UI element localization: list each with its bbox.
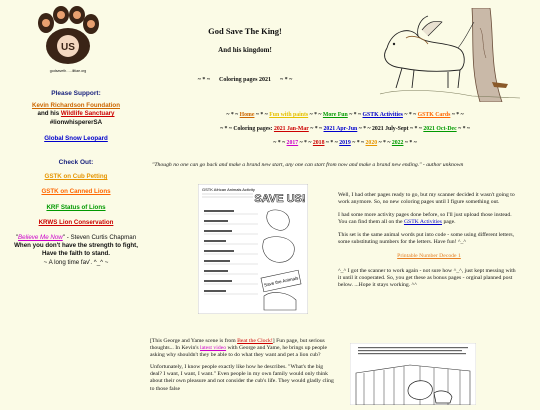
nav-separator: ~ * ~ [349, 112, 362, 118]
george-yame-coloring-page[interactable] [350, 343, 476, 405]
check-out-heading: Check Out: [58, 159, 94, 167]
page-subtitle: And his kingdom! [218, 46, 272, 54]
coloring-pages-heading: ~ * ~ Coloring pages 2021 ~ * ~ [197, 77, 293, 83]
printable-number-decode-link[interactable]: Printable Number Decode 1 [397, 252, 461, 259]
left-sidebar [2, 88, 150, 267]
nav-separator: ~ * ~ [309, 112, 322, 118]
horse-drawing [362, 8, 520, 102]
nav-separator: ~ * ~ [226, 112, 239, 118]
lionwhisperer-hashtag: #lionwhispererSA [49, 118, 103, 126]
canned-lions-link[interactable]: GSTK on Canned Lions [41, 188, 111, 196]
george-yame-post [150, 338, 336, 398]
kevin-richardson-link[interactable]: Kevin Richardson Foundation [31, 102, 120, 110]
coloring-quarter-nav [150, 126, 540, 132]
krws-conservation-link[interactable]: KRWS Lion Conservation [38, 218, 114, 226]
believe-me-now-link[interactable]: Believe Me Now [18, 234, 63, 242]
activity-note-end: page. [442, 219, 456, 226]
nav-home-link[interactable]: Home [239, 112, 255, 118]
nav-separator: ~ * ~ [310, 126, 323, 132]
page-title: God Save The King! [208, 26, 282, 36]
nav-2017-link[interactable]: 2017 [286, 140, 299, 146]
svg-text:US: US [61, 42, 75, 53]
nav-separator: ~ * ~ [458, 126, 470, 132]
nav-separator: ~ * ~ [273, 140, 286, 146]
nav-activities-link[interactable]: GSTK Activities [362, 112, 403, 118]
strength-quote-2: Have the faith to stand. [41, 250, 111, 258]
nav-separator: ~ * ~ [220, 126, 232, 132]
activity-sheet-thumbnail[interactable] [198, 184, 308, 314]
nav-separator: ~ * ~ [404, 140, 417, 146]
latest-video-link[interactable]: latest video [200, 345, 227, 352]
nav-2019-link[interactable]: 2019 [339, 140, 351, 146]
nav-cards-link[interactable]: GSTK Cards [417, 112, 451, 118]
nav-2020-link[interactable]: 2020 [365, 140, 378, 146]
scanner-note: Well, I had other pages ready to go, but my scanner decided it wasn't going to work anymore. So, no new coloring pages until I figure something out. [338, 192, 515, 206]
activity-note [338, 212, 520, 226]
post-intro-start: [This George and Yame scene is from [150, 338, 238, 344]
nav-separator: ~ * ~ [410, 126, 422, 132]
activity-sheet-icon [198, 184, 308, 314]
beat-the-clock-link[interactable]: Beat the Clock! [237, 338, 273, 344]
coloring-page-sketch-icon [350, 343, 476, 405]
year-nav [150, 140, 540, 146]
and-his-text: and his [37, 110, 60, 118]
paw-print-icon [34, 6, 102, 76]
post-intro-middle: ] Fun page, but serious thoughts... In Kevin's [150, 338, 325, 352]
nav-separator: ~ * ~ [299, 140, 312, 146]
nav-apr-jun-link[interactable]: 2021 Apr-Jun [323, 126, 358, 132]
nav-oct-dec-link[interactable]: 2021 Oct-Dec [423, 126, 457, 132]
nav-july-sept-current: 2021 July-Sept [372, 126, 409, 132]
update-notes [338, 192, 520, 295]
nav-separator: ~ * ~ [404, 112, 417, 118]
sheet-sign-text: Save the Animals [263, 275, 299, 288]
wildlife-sanctuary-link[interactable]: Wildlife Sanctuary [60, 110, 115, 118]
nav-fun-paints-link[interactable]: Fun with paints [269, 112, 309, 118]
nav-separator: ~ * ~ [451, 112, 464, 118]
long-time-fav: ~ A long time fav'. ^_^ ~ [43, 258, 109, 266]
cub-petting-link[interactable]: GSTK on Cub Petting [44, 173, 108, 181]
horse-sketch-icon [362, 8, 520, 102]
post-intro-end: with George and Yame, he brings up people asking why shouldn't they be able to do what they want and pet a lion cub? [150, 345, 328, 359]
believe-me-now-line: "Believe Me Now" - Steven Curtis Chapman [15, 234, 137, 242]
global-snow-leopard-link[interactable]: Global Snow Leopard [44, 134, 108, 142]
nav-2018-link[interactable]: 2018 [312, 140, 325, 146]
nav-separator: ~ * ~ [255, 112, 268, 118]
coloring-pages-label: Coloring pages: [233, 126, 273, 132]
activity-note-text: I had some more activity pages done before, so I'll just upload those instead. You can find them all on the [338, 212, 512, 226]
please-support-heading: Please Support: [51, 90, 101, 97]
song-artist: - Steven Curtis Chapman [64, 234, 137, 242]
nav-separator: ~ * ~ [378, 140, 391, 146]
sheet-heading: GSTK African Animals Activity [202, 187, 255, 192]
strength-quote-1: When you don't have the strength to fight, [14, 242, 138, 250]
logo-caption: godsaveth…..ilitiae.org [49, 69, 87, 73]
nav-separator: ~ * ~ [325, 140, 338, 146]
code-note: This set is the same animal words put into code - some using different letters, some substituting numbers for the letters. Have fun! ^_^ [338, 232, 515, 246]
post-intro [150, 338, 336, 359]
inspirational-quote: "Though no one can go back and make a brand new start, any one can start from now and make a brand new ending." - author unknown [152, 162, 464, 168]
nav-separator: ~ * ~ [352, 140, 365, 146]
main-nav [150, 112, 540, 118]
nav-separator: ~ * ~ [358, 126, 371, 132]
gstk-activities-inline-link[interactable]: GSTK Activities [403, 219, 443, 226]
paw-logo[interactable] [34, 6, 102, 76]
nav-jan-mar-link[interactable]: 2021 Jan-Mar [273, 126, 309, 132]
nav-more-fun-link[interactable]: More Fun [322, 112, 348, 118]
nav-2022-link[interactable]: 2022 [391, 140, 404, 146]
krf-status-link[interactable]: KRF Status of Lions [46, 203, 106, 211]
bonus-note: ^_^ I got the scanner to work again - not sure how ^_^, just kept messing with it until it cooperated. So, you get these as bonus pages - orginal planned post below. ...Hope it stays working. ^^ [338, 267, 516, 288]
sheet-save-us-text: SAVE US! [254, 193, 306, 205]
post-body: Unfortunately, I know people exactly like how he describes. "What's the big deal? I want, I want, I want." Even people in my own family would only think about their own pleasure and not consider the cub's life. They would gladly cling to those false [150, 364, 334, 392]
